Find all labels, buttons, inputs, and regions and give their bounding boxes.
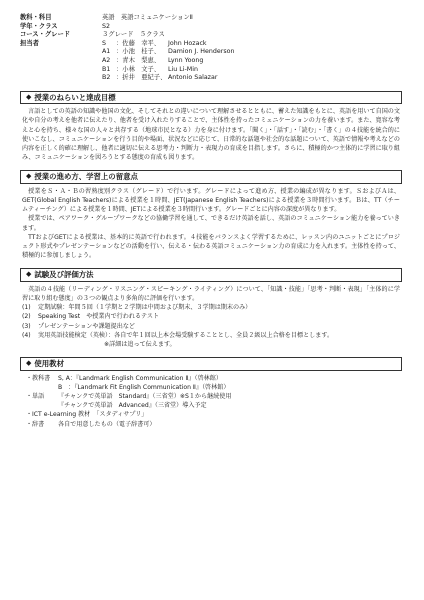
teacher-list bbox=[102, 40, 402, 83]
list-text: 定期試験：年間５回（１学期と２学期は中間および期末、３学期は期末のみ） bbox=[38, 304, 252, 312]
list-item bbox=[22, 322, 400, 331]
material-category bbox=[32, 383, 58, 392]
material-text: B ：『Landmark Fit English Communication Ⅱ』（啓林館） bbox=[58, 383, 230, 391]
section-paragraph: 英語の４技能（リーディング・リスニング・スピーキング・ライティング）について、「知識・技能」「思考・判断・表現」「主体的に学習に取り組む態度」の３つの観点より多角的に評価を行います。 bbox=[22, 285, 400, 303]
list-item bbox=[26, 401, 400, 410]
section-heading bbox=[20, 170, 402, 183]
teacher-en-name: Lynn Yoong bbox=[168, 56, 204, 64]
info-value: ３グレード ５クラス bbox=[102, 31, 165, 39]
teacher-item bbox=[102, 57, 402, 66]
material-text bbox=[32, 410, 400, 419]
section-title: 授業のねらいと達成目標 bbox=[34, 92, 116, 102]
bullet: ・ bbox=[26, 374, 33, 382]
list-item bbox=[26, 392, 400, 401]
course-info bbox=[20, 14, 402, 83]
list-item bbox=[22, 312, 400, 321]
info-row-class bbox=[20, 23, 402, 32]
material-text: 『チャンクで英単語 Standard』（三省堂）※S１から継続使用 bbox=[58, 393, 232, 401]
list-number: (3) bbox=[22, 322, 31, 330]
material-category bbox=[32, 401, 58, 410]
teacher-en-name: Damion J. Henderson bbox=[168, 48, 235, 56]
list-item bbox=[26, 410, 400, 419]
list-item bbox=[26, 420, 400, 429]
list-item bbox=[22, 303, 400, 312]
section-evaluation bbox=[20, 268, 402, 349]
teacher-class: S bbox=[102, 39, 106, 47]
section-title: 授業の進め方、学習上の留意点 bbox=[34, 172, 138, 182]
section-paragraph: 授業をＳ・Ａ・Ｂの習熟度別クラス（グレード）で行います。グレードによって進め方、授業の編成が異なります。ＳおよびＡは、GET(Global English Teachers)による授業を１時間、JET(Japanese English Teachers)による授業を３時間行います。Ｂは、TT（チームティーチング）による授業を１時間、JETによる授業を３時間行います。グレードごとに内容の深度が異なります。 bbox=[22, 187, 400, 214]
list-item bbox=[26, 374, 400, 383]
list-number: (2) bbox=[22, 313, 31, 321]
diamond-icon: ◆ bbox=[26, 359, 32, 368]
teacher-item bbox=[102, 66, 402, 75]
diamond-icon: ◆ bbox=[26, 92, 32, 101]
teacher-en-name: Liu Li-Min bbox=[168, 65, 198, 73]
teacher-item bbox=[102, 48, 402, 57]
section-title: 使用教材 bbox=[34, 359, 64, 369]
diamond-icon: ◆ bbox=[26, 172, 32, 181]
info-row-course bbox=[20, 31, 402, 40]
material-text: 各自で用意したもの（電子辞書可） bbox=[58, 420, 156, 428]
list-number: (4) bbox=[22, 331, 31, 339]
teacher-class: B1 bbox=[102, 65, 111, 73]
teacher-jp-name: ：青木 梨恵、 bbox=[116, 56, 161, 64]
teacher-class: A1 bbox=[102, 48, 111, 56]
teacher-jp-name: ：佐藤 幸平、 bbox=[116, 39, 161, 47]
teachers-label: 担当者 bbox=[20, 39, 39, 47]
teacher-jp-name: ：小林 文子、 bbox=[116, 65, 161, 73]
teacher-class: B2 bbox=[102, 74, 111, 82]
bullet: ・ bbox=[26, 411, 33, 419]
info-row-subject bbox=[20, 14, 402, 23]
teacher-jp-name: ：小池 桂子、 bbox=[116, 48, 161, 56]
info-label: 教科・科目 bbox=[20, 14, 52, 21]
teacher-en-name: Antonio Salazar bbox=[168, 74, 218, 82]
section-heading bbox=[20, 268, 402, 281]
teacher-jp-name: ：折井 亜紀子、 bbox=[116, 74, 167, 82]
teachers-row bbox=[20, 40, 402, 83]
teacher-item bbox=[102, 74, 402, 83]
material-category: 教科書 bbox=[32, 374, 51, 382]
section-materials bbox=[20, 357, 402, 429]
material-category: 辞書 bbox=[32, 420, 45, 428]
diamond-icon: ◆ bbox=[26, 270, 32, 279]
material-category: ICT e-Learning 教材 bbox=[32, 411, 91, 419]
list-number: (1) bbox=[22, 304, 31, 312]
material-text: 『チャンクで英単語 Advanced』（三省堂）導入予定 bbox=[58, 402, 207, 410]
material-text: S, A：『Landmark English Communication Ⅱ』（啓林館） bbox=[58, 374, 222, 382]
list-item bbox=[26, 383, 400, 392]
list-text: プレゼンテーションや課題提出など bbox=[38, 322, 136, 330]
section-heading bbox=[20, 91, 402, 104]
teacher-class: A2 bbox=[102, 56, 111, 64]
info-value: S2 bbox=[102, 22, 111, 30]
material-category: 単語 bbox=[32, 393, 45, 401]
section-method bbox=[20, 170, 402, 260]
list-item bbox=[22, 331, 400, 340]
section-heading bbox=[20, 357, 402, 370]
section-aims bbox=[20, 91, 402, 163]
info-label: 学年・クラス bbox=[20, 22, 58, 30]
section-paragraph: 授業では、ペアワーク・グループワークなどの協働学習を通して、できるだけ英語を話し、英語のコミュニケーション能力を養っていきます。 bbox=[22, 215, 400, 232]
teacher-en-name: John Hozack bbox=[168, 39, 207, 47]
list-text: Speaking Test や授業内で行われるテスト bbox=[38, 313, 160, 321]
section-title: 試験及び評価方法 bbox=[34, 270, 94, 280]
evaluation-note: ※詳細は追って伝えます。 bbox=[104, 341, 176, 349]
bullet: ・ bbox=[26, 393, 33, 401]
info-label: コース・グレード bbox=[20, 31, 71, 39]
materials-list bbox=[26, 374, 400, 429]
bullet: ・ bbox=[26, 420, 33, 428]
material-detail: 「スタディサプリ」 bbox=[96, 411, 148, 419]
section-paragraph: TTおよびGETによる授業は、基本的に英語で行われます。４技能をバランスよく学習するために、レッスン内のユニットごとにプロジェクト形式やプレゼンテーションなどの活動を行い、伝える・伝わる英語コミュニケーション力の育成に力を入れます。主体性を持って、積極的に参加しましょう。 bbox=[22, 233, 400, 260]
section-body: 言語としての英語の知識や他国の文化、そしてそれとの違いについて理解させるとともに、蓄えた知識をもとに、英語を用いて自国の文化や自分の考えを他者に伝えたり、他者を受け入れたりすることで、主体性を持ったコミュニケーションの力を養います。また、寛容な考えと心を持ち、様々な国の人々と共存する（地球市民となる）力を身に付けます。「聞く」・「話す」・「読む」・「書く」の４技能を統合的に使いこなし、コミュニケーションを行う目的や場面、状況などに応じて、日常的な話題や社会的な話題について、英語で情報や考えなどの内容を正しく的確に理解し、他者に適切に伝える思考力・判断力・表現力の育成を目指します。さらに、積極的かつ主体的に学習に取り組み、コミュニケーションを図ろうとする態度の育成も図ります。 bbox=[22, 108, 400, 162]
list-text: 実用英語技能検定（英検）：各自で年１回以上本会場受験することとし、全員２級以上合格を目標とします。 bbox=[38, 331, 334, 339]
info-value: 英語 英語コミュニケーションⅡ bbox=[102, 14, 193, 21]
evaluation-list bbox=[22, 303, 400, 340]
